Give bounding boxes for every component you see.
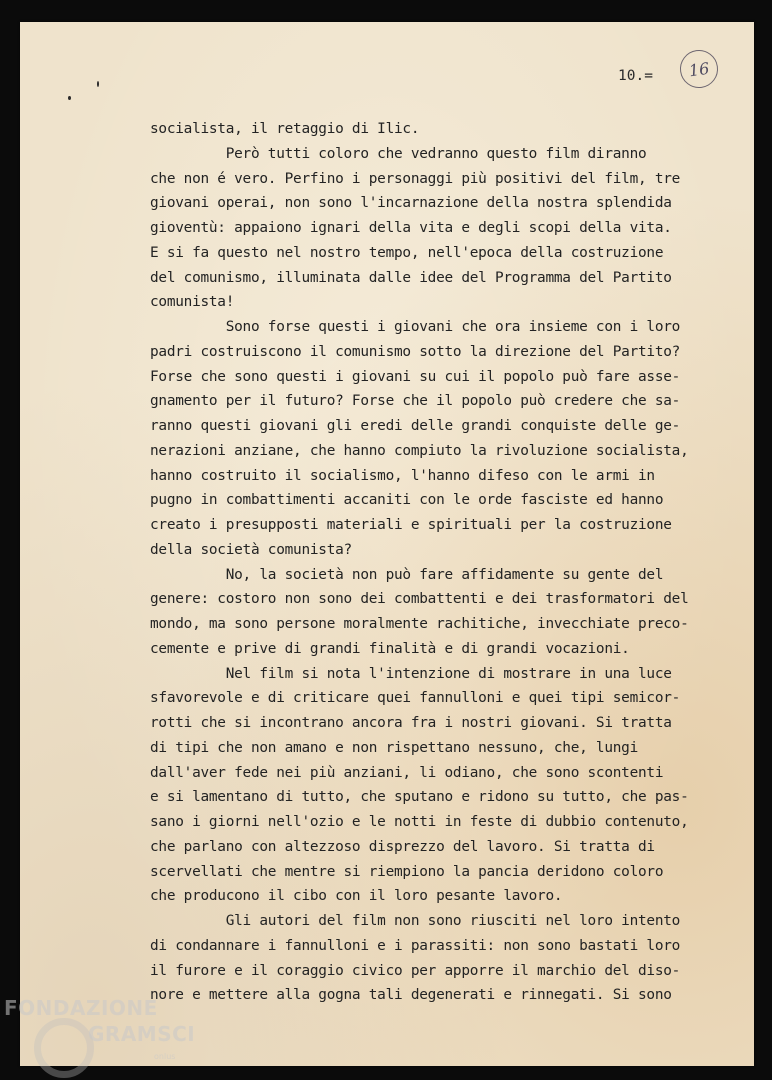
text-line: nerazioni anziane, che hanno compiuto la rivoluzione socialista, [150,442,689,459]
text-line: mondo, ma sono persone moralmente rachitiche, invecchiate preco- [150,616,689,632]
text-line: Forse che sono questi i giovani su cui il popolo può fare asse- [150,368,681,385]
text-line: gioventù: appaiono ignari della vita e degli scopi della vita. [150,220,672,236]
text-line: di tipi che non amano e non rispettano nessuno, che, lungi [150,739,639,756]
text-line: gnamento per il futuro? Forse che il popolo può credere che sa- [150,393,681,410]
archive-stamp [678,48,721,91]
text-line: giovani operai, non sono l'incarnazione della nostra splendida [150,195,672,212]
text-line: comunista! [150,294,235,311]
text-line: No, la società non può fare affidamente su gente del [150,566,664,583]
text-line: del comunismo, illuminata dalle idee del Programma del Partito [150,269,672,286]
text-line: creato i presupposti materiali e spirituali per la costruzione [150,517,672,533]
watermark-logo-icon [34,1018,94,1078]
watermark-sub: onlus [154,1052,176,1061]
fondazione-gramsci-watermark [4,996,204,1076]
text-line: sano i giorni nell'ozio e le notti in feste di dubbio contenuto, [150,814,689,830]
text-line: e si lamentano di tutto, che sputano e ridono su tutto, che pas- [150,789,689,806]
text-line: E si fa questo nel nostro tempo, nell'epoca della costruzione [150,244,664,261]
ink-speck [68,96,71,100]
ink-speck [97,81,99,87]
text-line: di condannare i fannulloni e i parassiti: non sono bastati loro [150,937,681,954]
text-line: il furore e il coraggio civico per apporre il marchio del diso- [150,962,681,979]
text-line: che producono il cibo con il loro pesante lavoro. [150,888,563,905]
text-line: padri costruiscono il comunismo sotto la direzione del Partito? [150,343,681,360]
text-line: Nel film si nota l'intenzione di mostrare in una luce [150,665,672,682]
text-line: rotti che si incontrano ancora fra i nostri giovani. Si tratta [150,715,672,731]
text-line: che parlano con altezzoso disprezzo del lavoro. Si tratta di [150,838,655,855]
text-line: socialista, il retaggio di Ilic. [150,121,420,137]
page-number: 10.= [618,68,653,84]
text-line: nore e mettere alla gogna tali degenerati e rinnegati. Si sono [150,987,672,1004]
text-line: che non é vero. Perfino i personaggi più positivi del film, tre [150,170,681,187]
stamp-number: 16 [687,58,711,80]
text-line: Sono forse questi i giovani che ora insieme con i loro [150,319,681,335]
watermark-line2: GRAMSCI [88,1022,196,1046]
text-line: Gli autori del film non sono riusciti nel loro intento [150,913,681,929]
text-line: dall'aver fede nei più anziani, li odiano, che sono scontenti [150,764,664,781]
text-line: Però tutti coloro che vedranno questo film diranno [150,145,647,162]
text-line: della società comunista? [150,541,352,558]
watermark-line1: FONDAZIONE [4,996,158,1020]
text-line: cemente e prive di grandi finalità e di grandi vocazioni. [150,640,630,657]
typed-text-body [150,117,750,1008]
document-page [20,22,754,1066]
text-line: sfavorevole e di criticare quei fannulloni e quei tipi semicor- [150,690,681,707]
text-line: hanno costruito il socialismo, l'hanno difeso con le armi in [150,467,655,484]
text-line: ranno questi giovani gli eredi delle grandi conquiste delle ge- [150,418,681,434]
text-line: scervellati che mentre si riempiono la pancia deridono coloro [150,863,664,880]
text-line: pugno in combattimenti accaniti con le orde fasciste ed hanno [150,492,664,509]
text-line: genere: costoro non sono dei combattenti e dei trasformatori del [150,591,689,608]
